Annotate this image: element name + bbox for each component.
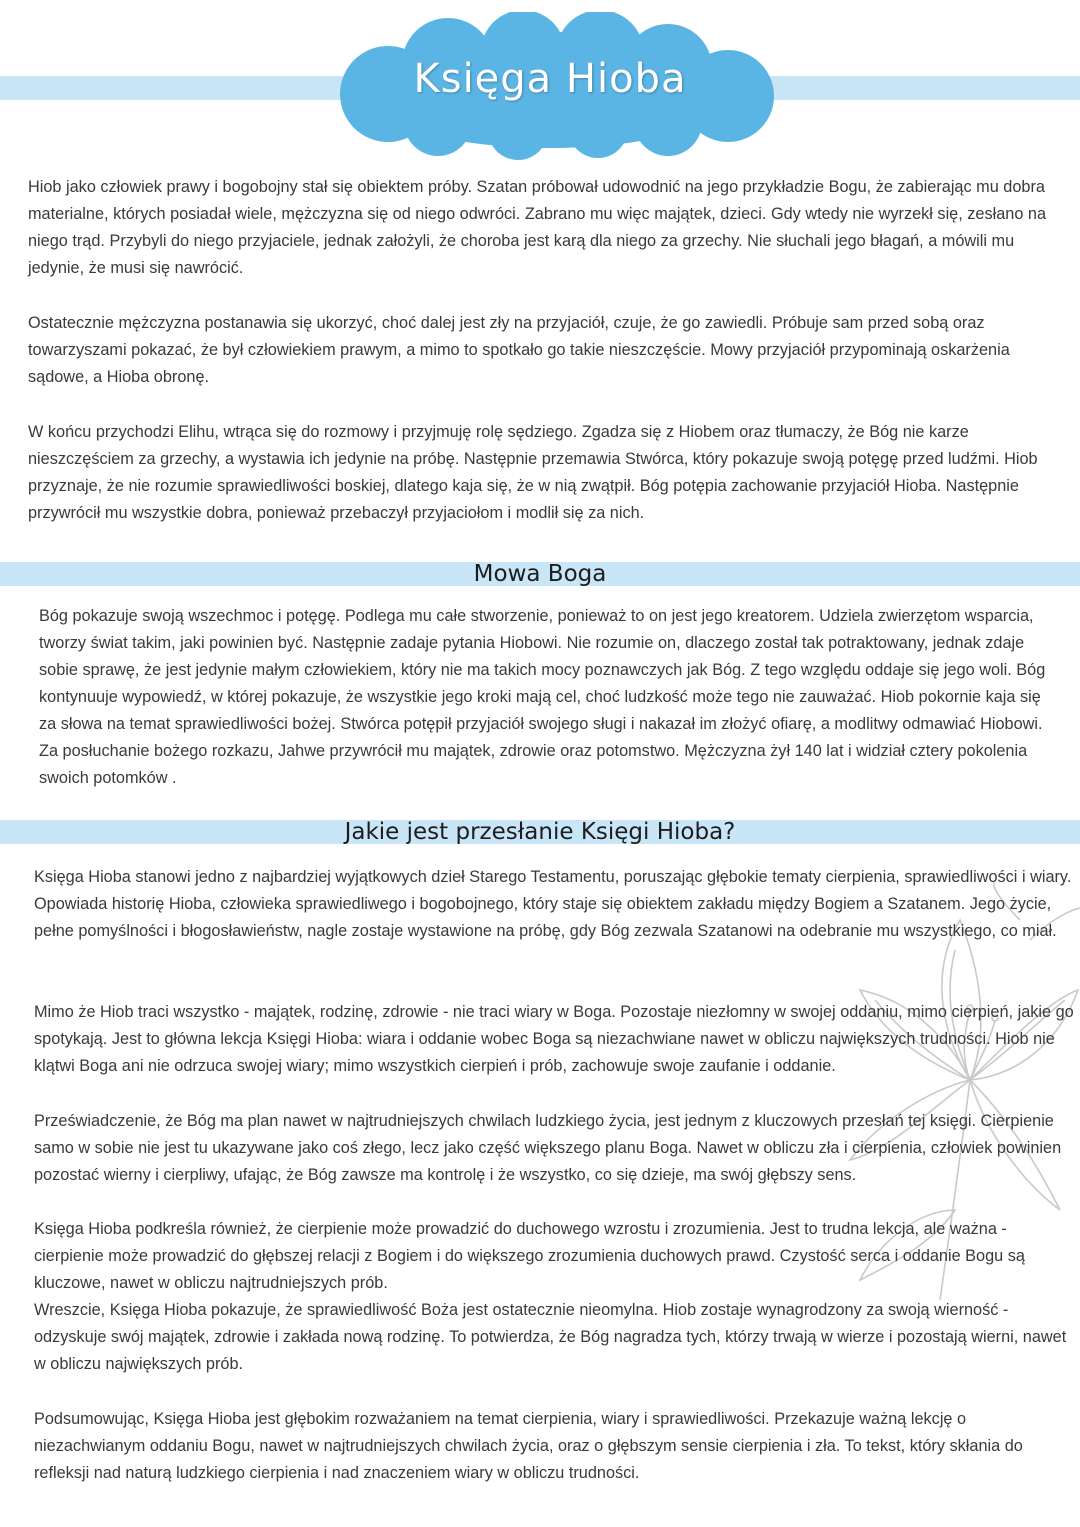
przeslanie-paragraph-4: Księga Hioba podkreśla również, że cierpienie może prowadzić do duchowego wzrostu i zrozumienia. Jest to trudna lekcja, ale ważna - cierpienie może prowadzić do głębszej relacji z Bogiem i do większego zrozumienia duchowych prawd. Czystość serca i oddanie Bogu są kluczowe, nawet w obliczu najtrudniejszych prób. [34,1220,1025,1292]
przeslanie-paragraph-5: Wreszcie, Księga Hioba pokazuje, że sprawiedliwość Boża jest ostatecznie nieomylna. Hiob zostaje wynagrodzony za swoją wierność - odzyskuje swój majątek, zdrowie i zakłada nową rodzinę. To potwierdza, że Bóg nagradza tych, którzy trwają w wierze i pozostają wierni, nawet w obliczu największych prób. [34,1301,1067,1373]
przeslanie-heading: Jakie jest przesłanie Księgi Hioba? [344,819,736,845]
page-title: Księga Hioba [413,56,687,102]
mowa-paragraph: Bóg pokazuje swoją wszechmoc i potęgę. Podlega mu całe stworzenie, ponieważ to on jest jego kreatorem. Udziela zwierzętom wsparcia, tworzy świat takim, jaki powinien być. Następnie zadaje pytania Hiobowi. Nie rozumie on, dlaczego został tak potraktowany, jednak zdaje sobie sprawę, że jest jedynie małym człowiekiem, który nie ma takich mocy poznawczych jak Bóg. Z tego względu oddaje się jego woli. Bóg kontynuuje wypowiedź, w której pokazuje, że wszystkie jego kroki mają cel, choć ludzkość może tego nie zauważać. Hiob pokornie kaja się za słowa na temat sprawiedliwości bożej. Stwórca potępił przyjaciół swojego sługi i nakazał im złożyć ofiarę, a modlitwy odmawiać Hiobowi. Za posłuchanie bożego rozkazu, Jahwe przywrócił mu majątek, zdrowie oraz potomstwo. Mężczyzna żył 140 lat i widział cztery pokolenia swoich potomków . [39,607,1046,787]
przeslanie-paragraph-6: Podsumowując, Księga Hioba jest głębokim rozważaniem na temat cierpienia, wiary i sprawiedliwości. Przekazuje ważną lekcję o niezachwianym oddaniu Bogu, nawet w najtrudniejszych chwilach życia, oraz o głębszym sensie cierpienia i zła. To tekst, który skłania do refleksji nad naturą ludzkiego cierpienia i nad znaczeniem wiary w obliczu trudności. [34,1410,1023,1482]
przeslanie-paragraph-1: Księga Hioba stanowi jedno z najbardziej wyjątkowych dzieł Starego Testamentu, poruszając głębokie tematy cierpienia, sprawiedliwości i wiary. Opowiada historię Hioba, człowieka sprawiedliwego i bogobojnego, który staje się obiektem zakładu między Bogiem a Szatanem. Jego życie, pełne pomyślności i błogosławieństw, nagle zostaje wystawione na próbę, gdy Bóg zezwala Szatanowi na odebranie mu wszystkiego, co miał. [34,868,1072,940]
intro-paragraph-2: Ostatecznie mężczyzna postanawia się ukorzyć, choć dalej jest zły na przyjaciół, czuje, że go zawiedli. Próbuje sam przed sobą oraz towarzyszami pokazać, że był człowiekiem prawym, a mimo to spotkało go takie nieszczęście. Mowy przyjaciół przypominają oskarżenia sądowe, a Hioba obronę. [28,314,1010,386]
przeslanie-paragraph-3: Przeświadczenie, że Bóg ma plan nawet w najtrudniejszych chwilach ludzkiego życia, jest jednym z kluczowych przesłań tej księgi. Cierpienie samo w sobie nie jest tu ukazywane jako coś złego, lecz jako część większego planu Boga. Nawet w obliczu zła i cierpienia, człowiek powinien pozostać wierny i cierpliwy, ufając, że Bóg zawsze ma kontrolę i że wszystko, co się dzieje, ma swój głębszy sens. [34,1112,1062,1184]
intro-paragraph-1: Hiob jako człowiek prawy i bogobojny stał się obiektem próby. Szatan próbował udowodnić na jego przykładzie Bogu, że zabierając mu dobra materialne, których posiadał wiele, mężczyzna się od niego odwróci. Zabrano mu więc majątek, dzieci. Gdy wtedy nie wyrzekł się, zesłano na niego trąd. Przybyli do niego przyjaciele, jednak założyli, że choroba jest karą dla niego za grzechy. Nie słuchali jego błagań, a mówili mu jedynie, że musi się nawrócić. [28,178,1047,277]
przeslanie-paragraph-2: Mimo że Hiob traci wszystko - majątek, rodzinę, zdrowie - nie traci wiary w Boga. Pozostaje niezłomny w swojej oddaniu, mimo cierpień, jakie go spotykają. Jest to główna lekcja Księgi Hioba: wiara i oddanie wobec Boga są niezachwiane nawet w obliczu największych trudności. Hiob nie klątwi Boga ani nie odrzuca swojej wiary; mimo wszystkich cierpień i prób, zachowuje swoje zaufanie i oddanie. [34,1003,1074,1075]
intro-paragraph-3: W końcu przychodzi Elihu, wtrąca się do rozmowy i przyjmuję rolę sędziego. Zgadza się z Hiobem oraz tłumaczy, że Bóg nie karze nieszczęściem za grzechy, a wystawia ich jedynie na próbę. Następnie przemawia Stwórca, który pokazuje swoją potęgę przed ludźmi. Hiob przyznaje, że nie rozumie sprawiedliwości boskiej, dlatego kaja się, że w nią zwątpił. Bóg potępia zachowanie przyjaciół Hioba. Następnie przywrócił mu wszystkie dobra, ponieważ przebaczył przyjaciołom i modlił się za nich. [28,423,1038,522]
mowa-heading: Mowa Boga [473,561,607,587]
